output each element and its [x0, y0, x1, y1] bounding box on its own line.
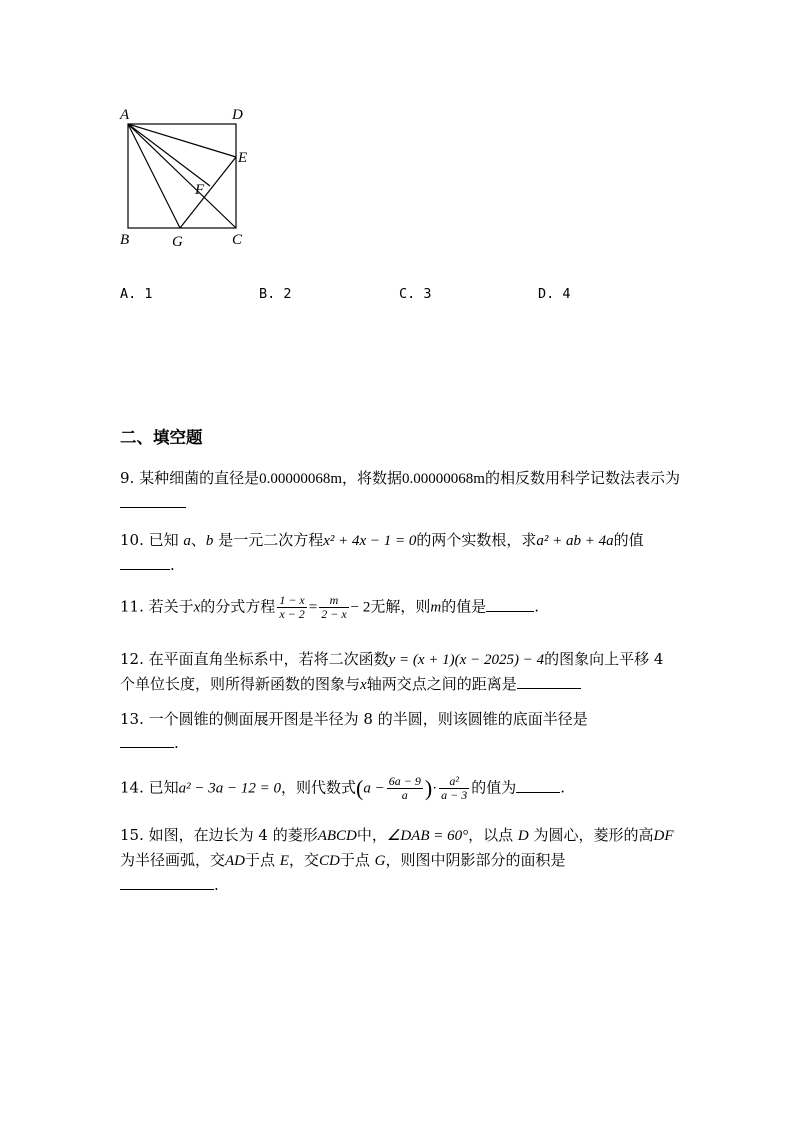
- q14-fraction-1: [387, 775, 423, 802]
- q10-sep: 、: [190, 531, 206, 549]
- q14-answer-blank[interactable]: [516, 777, 560, 793]
- q14-paren-open: (: [356, 775, 364, 801]
- q14-fraction-2-den: a − 3: [441, 788, 468, 802]
- choice-a[interactable]: A. 1: [120, 286, 153, 302]
- choice-b[interactable]: B. 2: [259, 286, 292, 302]
- q12-text: 12. 在平面直角坐标系中，若将二次函数: [120, 650, 389, 668]
- q11-fraction-1-num: 1 − x: [279, 593, 305, 607]
- q13-answer-blank[interactable]: [120, 732, 174, 748]
- label-b: B: [120, 232, 130, 248]
- q15-text-mid3: 为圆心，菱形的高: [528, 826, 654, 844]
- q9-text: 9. 某种细菌的直径是: [120, 469, 260, 487]
- segment-ae: [128, 124, 236, 157]
- square-geometry-figure: [110, 100, 270, 250]
- q11-fraction-1: [277, 594, 306, 621]
- segment-ag: [128, 124, 180, 228]
- choice-c[interactable]: C. 3: [399, 286, 432, 302]
- q9-answer-blank[interactable]: [120, 492, 186, 508]
- q14-period: .: [560, 778, 566, 797]
- q15-segment-df: DF: [653, 828, 674, 844]
- q10-text: 10. 已知: [120, 531, 184, 549]
- q15-answer-blank[interactable]: [120, 874, 214, 890]
- question-12: [120, 647, 680, 697]
- q15-text-mid6: ，交: [288, 851, 319, 869]
- q15-point-g: G: [374, 853, 386, 869]
- q12-answer-blank[interactable]: [517, 673, 581, 689]
- label-a: A: [120, 107, 130, 123]
- q10-var-a: a: [183, 533, 191, 549]
- q14-text-post: 的值为: [471, 778, 517, 797]
- q11-var-x: x: [193, 599, 201, 616]
- label-c: C: [232, 232, 243, 248]
- q15-text-mid5: 于点: [245, 851, 280, 869]
- label-g: G: [172, 234, 183, 250]
- q15-text-mid4: 为半径画弧，交: [120, 851, 226, 869]
- q9-number: 0.00000068m: [259, 471, 343, 487]
- q15-rhombus-name: ABCD: [317, 828, 357, 844]
- q9-text-mid: ，将数据: [342, 469, 403, 487]
- q12-text-mid: 的图象向上平移 4 个单位长度，则所得新函数的图象与: [120, 650, 664, 693]
- q11-var-m: m: [430, 599, 442, 616]
- q13-text: 13. 一个圆锥的侧面展开图是半径为 8 的半圆，则该圆锥的底面半径是: [120, 710, 588, 728]
- q14-text-mid: ，则代数式: [281, 778, 357, 797]
- q15-segment-cd: CD: [318, 853, 340, 869]
- q11-minus-two: − 2: [350, 599, 371, 616]
- q11-period: .: [534, 597, 540, 616]
- q10-expression: a² + ab + 4a: [536, 533, 614, 549]
- q9-number-2: 0.00000068m: [402, 471, 485, 487]
- q15-period: .: [214, 876, 219, 894]
- question-9: [120, 466, 680, 515]
- label-f: F: [195, 182, 205, 198]
- q10-text-mid: 是一元二次方程: [213, 531, 324, 549]
- q14-fraction-2-num: a²: [439, 775, 469, 789]
- segment-ac: [128, 124, 236, 228]
- q11-fraction-1-den: x − 2: [279, 607, 305, 621]
- q11-text-post: 的值是: [441, 597, 487, 616]
- q14-fraction-1-den: a: [401, 788, 408, 802]
- section-title: 二、填空题: [120, 428, 203, 447]
- q15-segment-ad: AD: [225, 853, 246, 869]
- q11-text: 11. 若关于: [120, 597, 194, 616]
- q15-point-d: D: [517, 828, 529, 844]
- q13-period: .: [174, 734, 179, 752]
- question-15: [120, 823, 680, 897]
- label-d: D: [232, 107, 243, 123]
- q11-text-mid2: 无解，则: [370, 597, 431, 616]
- q14-equation: a² − 3a − 12 = 0: [178, 780, 281, 797]
- q10-text-post: 的值: [613, 531, 644, 549]
- q14-text: 14. 已知: [120, 778, 179, 797]
- q11-fraction-2-num: m: [319, 594, 348, 608]
- q14-fraction-2: [439, 775, 469, 802]
- q14-var-a: a −: [363, 780, 385, 797]
- q14-paren-close: ): [424, 775, 433, 801]
- q15-text-mid7: 于点: [339, 851, 375, 869]
- q10-text-mid2: 的两个实数根，求: [416, 531, 537, 549]
- q15-text-mid2: ，以点: [468, 826, 518, 844]
- q11-equals: =: [308, 599, 318, 616]
- choice-d[interactable]: D. 4: [538, 286, 571, 302]
- label-e: E: [238, 150, 248, 166]
- q15-text-mid1: 中，: [356, 826, 387, 844]
- question-11: [120, 594, 680, 621]
- segment-ge: [180, 157, 236, 228]
- q12-function: y = (x + 1)(x − 2025) − 4: [388, 652, 545, 668]
- q14-dot: ·: [432, 780, 438, 797]
- q11-text-mid: 的分式方程: [200, 597, 276, 616]
- q15-text-post: ，则图中阴影部分的面积是: [385, 851, 566, 869]
- q11-answer-blank[interactable]: [486, 596, 534, 612]
- q11-fraction-2-den: 2 − x: [321, 607, 347, 621]
- q11-fraction-2: [319, 594, 348, 621]
- q15-point-e: E: [279, 853, 289, 869]
- question-10: [120, 528, 680, 577]
- q12-var-x: x: [360, 677, 367, 693]
- q15-text: 15. 如图，在边长为 4 的菱形: [120, 826, 318, 844]
- segment-af: [128, 124, 210, 186]
- q10-var-b: b: [205, 533, 214, 549]
- question-13: [120, 707, 680, 755]
- q10-equation: x² + 4x − 1 = 0: [323, 533, 417, 549]
- q10-answer-blank[interactable]: [120, 554, 170, 570]
- q15-angle: ∠DAB = 60°: [386, 828, 469, 844]
- q9-text-post: 的相反数用科学记数法表示为: [484, 469, 680, 487]
- question-14: [120, 775, 680, 802]
- q12-text-post: 轴两交点之间的距离是: [366, 675, 517, 693]
- q14-fraction-1-num: 6a − 9: [388, 774, 421, 788]
- q10-period: .: [170, 556, 175, 574]
